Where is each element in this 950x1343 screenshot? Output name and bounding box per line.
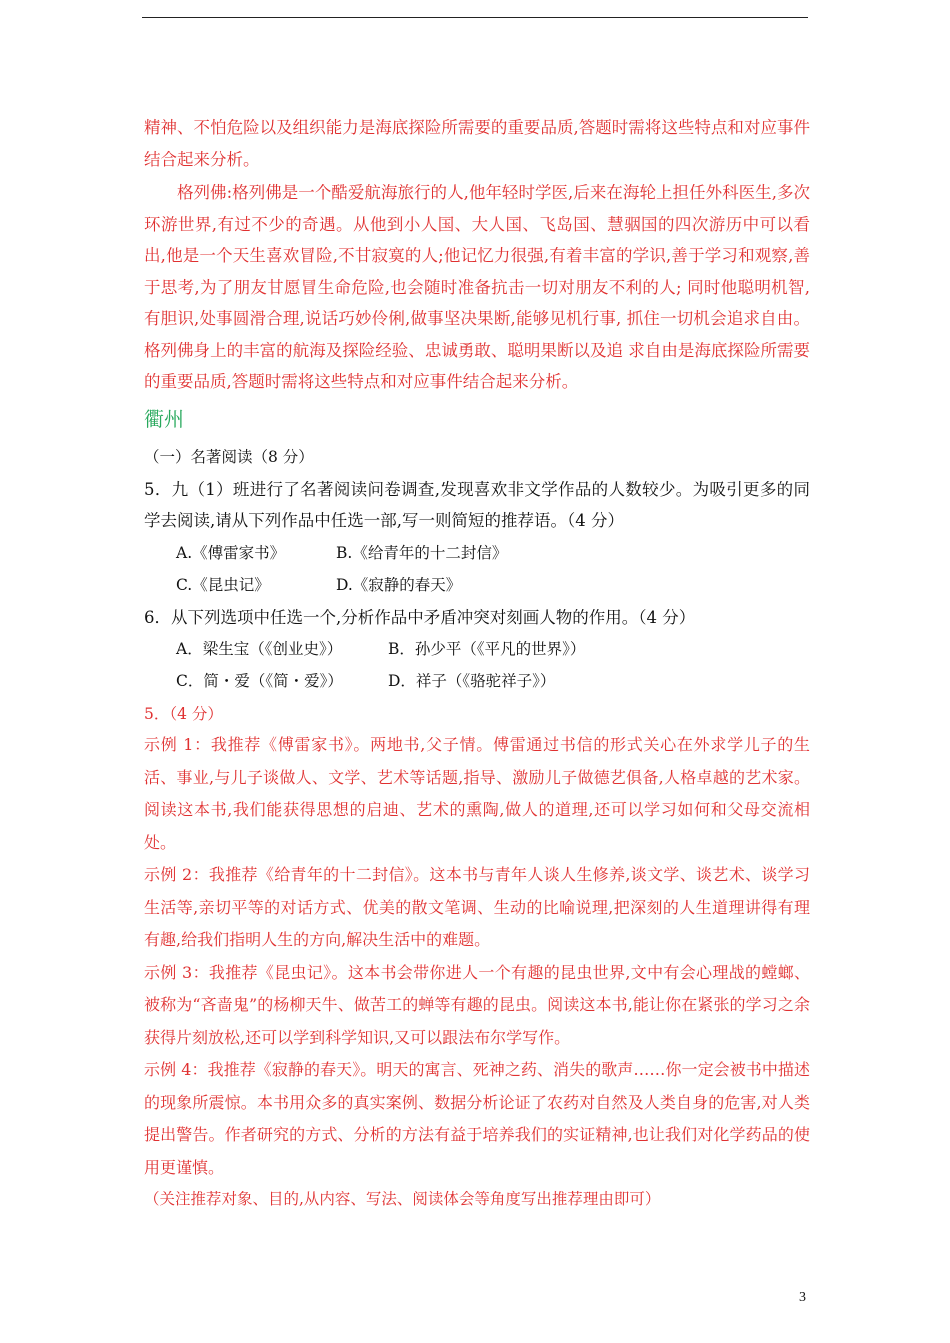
answer-example-4: 示例 4：我推荐《寂静的春天》。明天的寓言、死神之药、消失的歌声……你一定会被书中描述的现象所震惊。本书用众多的真实案例、数据分析论证了农药对自然及人类自身的危害,对人类提出警告。作者研究的方式、分析的方法有益于培养我们的实证精神,也让我们对化学药品的使用更谨慎。: [144, 1060, 810, 1177]
q5-option-b: B.《给青年的十二封信》: [336, 543, 508, 562]
answer-note: （关注推荐对象、目的,从内容、写法、阅读体会等角度写出推荐理由即可）: [144, 1190, 661, 1208]
q5-option-d: D.《寂静的春天》: [336, 575, 462, 594]
question-6: 6．从下列选项中任选一个,分析作品中矛盾冲突对刻画人物的作用。（4 分）: [144, 607, 696, 627]
q6-option-d: D．祥子（《骆驼祥子》）: [388, 672, 556, 690]
answer-gulliver: 格列佛:格列佛是一个酷爱航海旅行的人,他年轻时学医,后来在海轮上担任外科医生,多次环游世界,有过不少的奇遇。从他到小人国、大人国、飞岛国、慧骃国的四次游历中可以看出,他是一个天生喜欢冒险,不甘寂寞的人;他记忆力很强,有着丰富的学识,善于学习和观察,善于思考,为了朋友甘愿冒生命危险,也会随时准备抗击一切对朋友不利的人; 同时他聪明机智,有胆识,处事圆滑合理,说话巧妙伶俐,做事坚决果断,能够见机行事, 抓住一切机会追求自由。格列佛身上的丰富的航海及探险经验、忠诚勇敢、聪明果断以及追 求自由是海底探险所需要的重要品质,答题时需将这些特点和对应事件结合起来分析。: [144, 183, 810, 391]
question-5: 5．九（1）班进行了名著阅读问卷调查,发现喜欢非文学作品的人数较少。为吸引更多的同学去阅读,请从下列作品中任选一部,写一则简短的推荐语。（4 分）: [144, 479, 810, 530]
q6-option-a: A．梁生宝（《创业史》）: [176, 640, 343, 658]
answer-5-heading: 5．（4 分）: [144, 705, 223, 723]
answer-example-2: 示例 2：我推荐《给青年的十二封信》。这本书与青年人谈人生修养,谈文学、谈艺术、谈学习生活等,亲切平等的对话方式、优美的散文笔调、生动的比喻说理,把深刻的人生道理讲得有理有趣,给我们指明人生的方向,解决生活中的难题。: [144, 865, 810, 949]
q5-option-a: A.《傅雷家书》: [176, 543, 286, 562]
section-title: （一）名著阅读（8 分）: [144, 447, 314, 466]
q6-option-c: C．简・爱（《简・爱》）: [176, 672, 343, 690]
q5-option-c: C.《昆虫记》: [176, 575, 270, 594]
page-content: [144, 112, 810, 1214]
question-5-options: [144, 537, 810, 601]
question-6-options: [144, 633, 810, 697]
q6-option-b: B．孙少平（《平凡的世界》）: [388, 640, 586, 658]
answer-example-3: 示例 3：我推荐《昆虫记》。这本书会带你进人一个有趣的昆虫世界,文中有会心理战的螳螂、被称为“吝啬鬼”的杨柳天牛、做苦工的蝉等有趣的昆虫。阅读这本书,能让你在紧张的学习之余获得片刻放松,还可以学到科学知识,又可以跟法布尔学写作。: [144, 962, 810, 1047]
answer-continuation: 精神、不怕危险以及组织能力是海底探险所需要的重要品质,答题时需将这些特点和对应事件结合起来分析。: [144, 118, 810, 169]
header-rule: [142, 17, 808, 18]
answer-example-1: 示例 1：我推荐《傅雷家书》。两地书,父子情。傅雷通过书信的形式关心在外求学儿子的生活、事业,与儿子谈做人、文学、艺术等话题,指导、激励儿子做德艺俱备,人格卓越的艺术家。阅读这本书,我们能获得思想的启迪、艺术的熏陶,做人的道理,还可以学习如何和父母交流相处。: [144, 735, 810, 852]
page-number: 3: [799, 1290, 806, 1305]
city-heading: 衢州: [144, 406, 184, 431]
